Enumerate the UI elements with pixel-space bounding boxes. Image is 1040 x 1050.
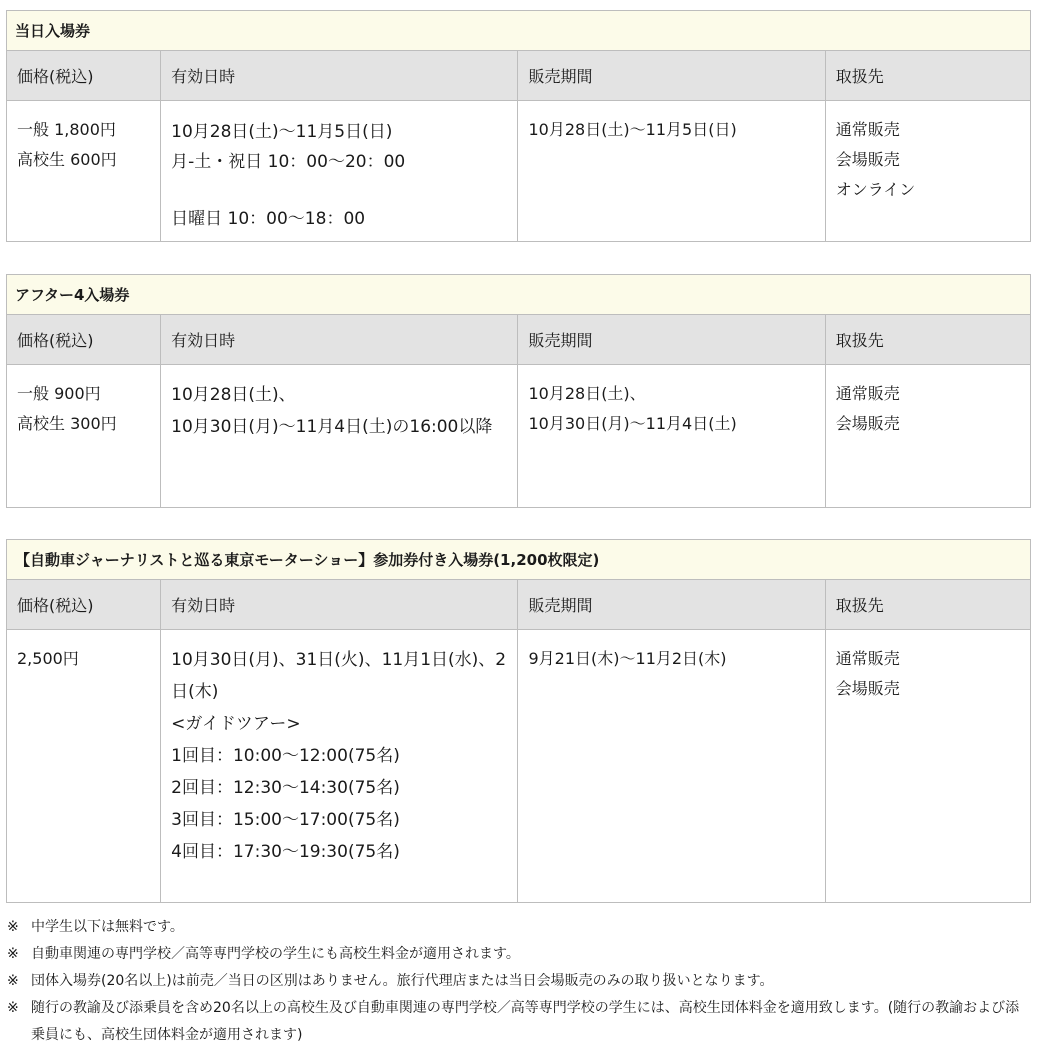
- vendor-item: 通常販売: [835, 120, 900, 139]
- vendor-item: 通常販売: [835, 384, 900, 403]
- note-mark: ※: [7, 973, 19, 989]
- vendor-cell: [825, 630, 1030, 903]
- note-text: 自動車関連の専門学校／高等専門学校の学生にも高校生料金が適用されます。: [31, 946, 520, 962]
- ticket-table-after4: [6, 274, 1031, 508]
- note-text: 団体入場券(20名以上)は前売／当日の区別はありません。旅行代理店または当日会場販売のみの取り扱いとなります。: [31, 973, 774, 989]
- table-header-row: [7, 51, 1031, 101]
- validity-header: 有効日時: [161, 51, 518, 101]
- ticket-table-journalist-tour: [6, 539, 1031, 903]
- sales-period-line: 10月28日(土)、: [528, 384, 646, 403]
- vendor-header: 取扱先: [825, 315, 1030, 365]
- validity-cell: [161, 101, 518, 242]
- sales-period-header: 販売期間: [518, 580, 825, 630]
- table-row: [7, 365, 1031, 508]
- validity-line: 1回目：10:00〜12:00(75名): [171, 746, 400, 766]
- table-header-row: [7, 315, 1031, 365]
- sales-period-cell: [518, 101, 825, 242]
- sales-period-header: 販売期間: [518, 51, 825, 101]
- validity-line: 10月28日(土)〜11月5日(日): [171, 122, 393, 142]
- price-general: 2,500円: [17, 649, 79, 668]
- vendor-cell: [825, 365, 1030, 508]
- price-general: 一般 900円: [17, 384, 101, 403]
- validity-line: <ガイドツアー>: [171, 714, 301, 734]
- validity-cell: [161, 365, 518, 508]
- note-item: [7, 968, 1032, 995]
- sales-period-cell: [518, 630, 825, 903]
- note-mark: ※: [7, 919, 19, 935]
- validity-line: 10月30日(月)、31日(火)、11月1日(水)、2日(木): [171, 650, 507, 702]
- price-cell: [7, 365, 161, 508]
- ticket-title: 【自動車ジャーナリストと巡る東京モーターショー】参加券付き入場券(1,200枚限定): [7, 540, 1031, 580]
- price-header: 価格(税込): [7, 315, 161, 365]
- table-header-row: [7, 580, 1031, 630]
- vendor-header: 取扱先: [825, 51, 1030, 101]
- sales-period-line: 9月21日(木)〜11月2日(木): [528, 649, 727, 668]
- ticket-title: アフター4入場券: [7, 275, 1031, 315]
- price-general: 一般 1,800円: [17, 120, 116, 139]
- table-row: [7, 630, 1031, 903]
- validity-line: 3回目：15:00〜17:00(75名): [171, 810, 400, 830]
- vendor-item: 会場販売: [835, 414, 900, 433]
- vendor-item: 会場販売: [835, 150, 900, 169]
- validity-line: 2回目：12:30〜14:30(75名): [171, 778, 400, 798]
- vendor-item: オンライン: [835, 180, 916, 199]
- validity-line: 4回目：17:30〜19:30(75名): [171, 842, 400, 862]
- validity-line: 日曜日 10：00〜18：00: [171, 209, 366, 229]
- vendor-header: 取扱先: [825, 580, 1030, 630]
- validity-header: 有効日時: [161, 580, 518, 630]
- ticket-title: 当日入場券: [7, 11, 1031, 51]
- validity-cell: [161, 630, 518, 903]
- sales-period-cell: [518, 365, 825, 508]
- validity-header: 有効日時: [161, 315, 518, 365]
- vendor-item: 会場販売: [835, 679, 900, 698]
- note-item: [7, 941, 1032, 968]
- price-header: 価格(税込): [7, 580, 161, 630]
- price-cell: [7, 101, 161, 242]
- table-row: [7, 101, 1031, 242]
- validity-line: 10月30日(月)〜11月4日(土)の16:00以降: [171, 417, 493, 437]
- note-text: 随行の教諭及び添乗員を含め20名以上の高校生及び自動車関連の専門学校／高等専門学校の学生には、高校生団体料金を適用致します。(随行の教諭および添乗員にも、高校生団体料金が適用されます): [31, 1000, 1020, 1043]
- note-text: 中学生以下は無料です。: [31, 919, 184, 935]
- ticket-table-same-day: [6, 10, 1031, 242]
- note-mark: ※: [7, 946, 19, 962]
- price-cell: [7, 630, 161, 903]
- note-mark: ※: [7, 1000, 19, 1016]
- note-item: [7, 914, 1032, 941]
- notes-list: [7, 914, 1032, 1049]
- sales-period-header: 販売期間: [518, 315, 825, 365]
- sales-period-line: 10月30日(月)〜11月4日(土): [528, 414, 737, 433]
- validity-line: 月-土・祝日 10：00〜20：00: [171, 152, 406, 172]
- price-highschool: 高校生 600円: [17, 150, 117, 169]
- price-header: 価格(税込): [7, 51, 161, 101]
- vendor-item: 通常販売: [835, 649, 900, 668]
- validity-line: 10月28日(土)、: [171, 385, 296, 405]
- sales-period-line: 10月28日(土)〜11月5日(日): [528, 120, 737, 139]
- price-highschool: 高校生 300円: [17, 414, 117, 433]
- note-item: [7, 995, 1032, 1049]
- vendor-cell: [825, 101, 1030, 242]
